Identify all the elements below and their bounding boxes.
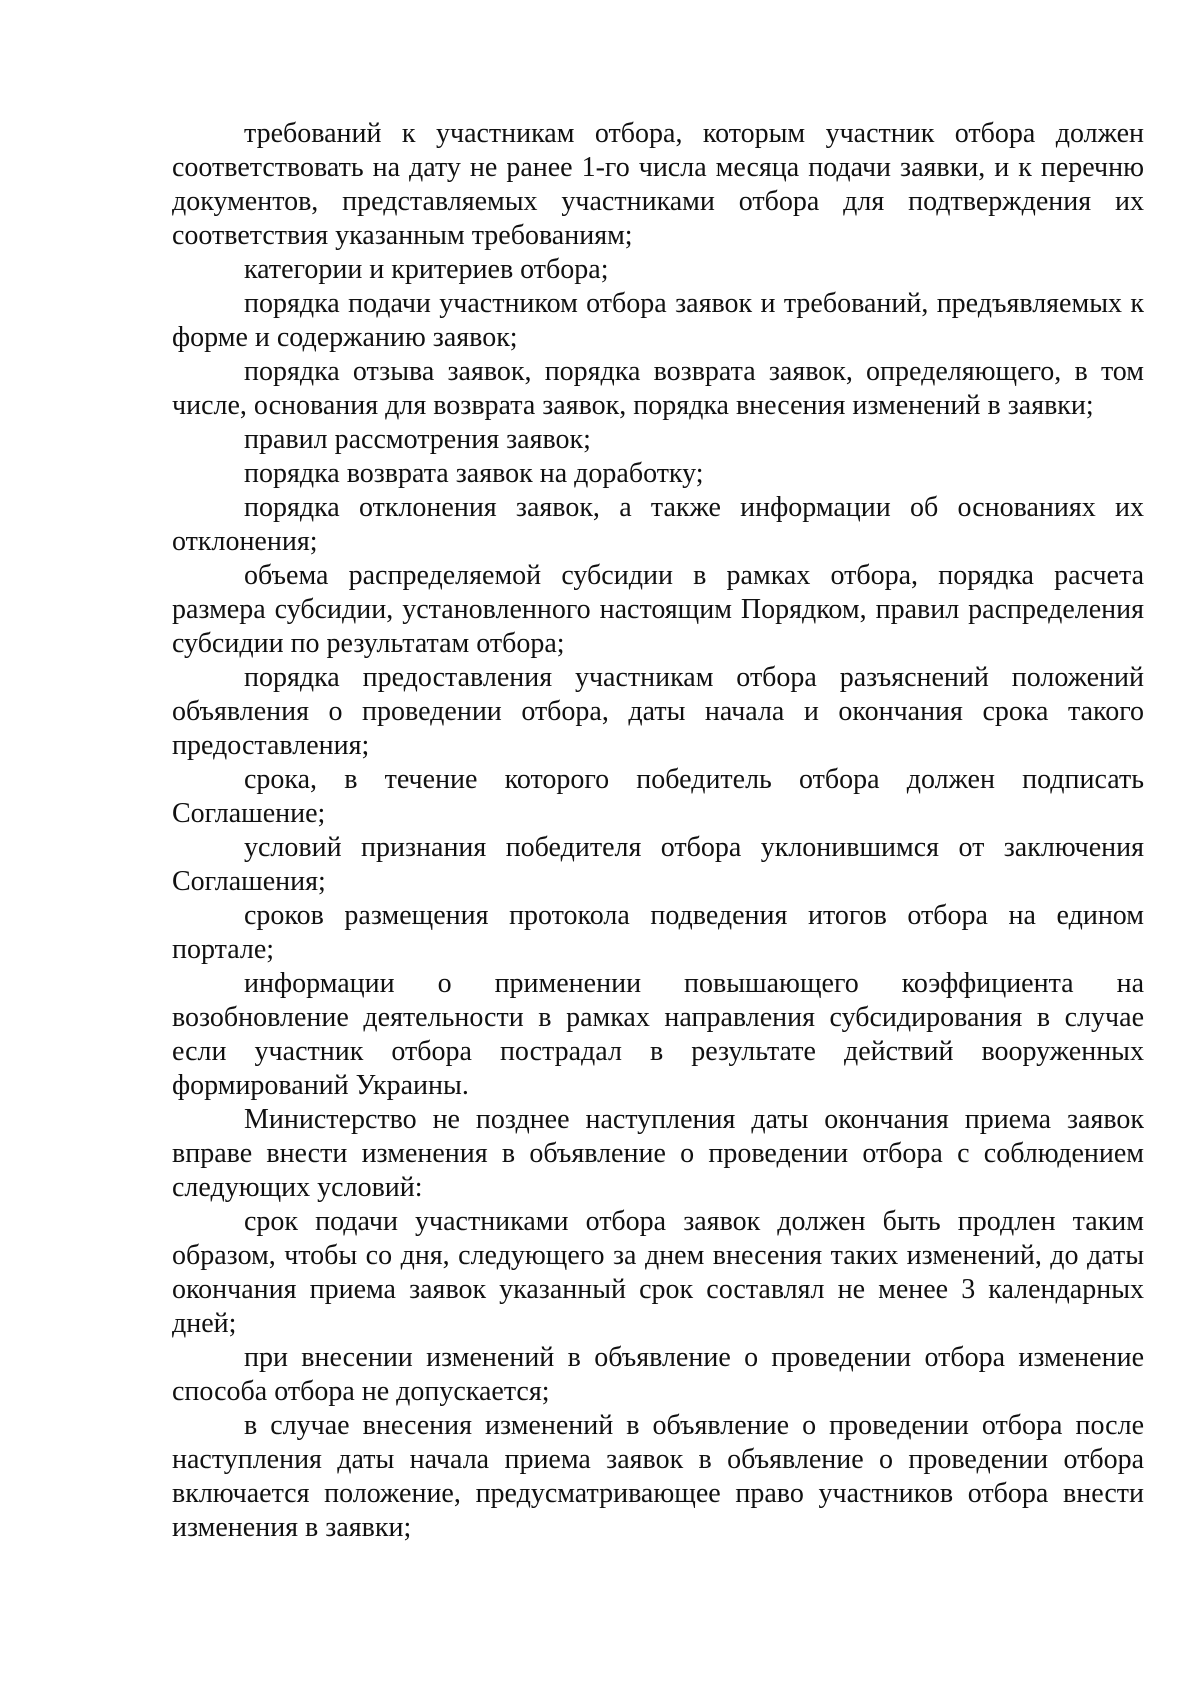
paragraph: порядка отклонения заявок, а также информации об основаниях их отклонения; [172, 492, 1144, 557]
document-page [172, 117, 1144, 1545]
paragraph: условий признания победителя отбора уклонившимся от заключения Соглашения; [172, 832, 1144, 897]
paragraph: Министерство не позднее наступления даты окончания приема заявок вправе внести изменения в объявление о проведении отбора с соблюдением следующих условий: [172, 1104, 1144, 1203]
paragraph: категории и критериев отбора; [244, 254, 609, 285]
paragraph: срок подачи участниками отбора заявок должен быть продлен таким образом, чтобы со дня, следующего за днем внесения таких изменений, до даты окончания приема заявок указанный срок составлял не менее 3 календарных дней; [172, 1206, 1144, 1339]
paragraph: порядка подачи участником отбора заявок и требований, предъявляемых к форме и содержанию заявок; [172, 288, 1144, 353]
paragraph: порядка отзыва заявок, порядка возврата заявок, определяющего, в том числе, основания для возврата заявок, порядка внесения изменений в заявки; [172, 356, 1144, 421]
paragraph: порядка возврата заявок на доработку; [244, 458, 704, 489]
paragraph: требований к участникам отбора, которым участник отбора должен соответствовать на дату не ранее 1-го числа месяца подачи заявки, и к перечню документов, представляемых участниками отбора для подтверждения их соответствия указанным требованиям; [172, 118, 1144, 251]
paragraph: срока, в течение которого победитель отбора должен подписать Соглашение; [172, 764, 1144, 829]
paragraph: сроков размещения протокола подведения итогов отбора на едином портале; [172, 900, 1144, 965]
paragraph: порядка предоставления участникам отбора разъяснений положений объявления о проведении отбора, даты начала и окончания срока такого предоставления; [172, 662, 1144, 761]
paragraph: правил рассмотрения заявок; [244, 424, 591, 455]
paragraph: в случае внесения изменений в объявление о проведении отбора после наступления даты начала приема заявок в объявление о проведении отбора включается положение, предусматривающее право участников отбора внести изменения в заявки; [172, 1410, 1144, 1543]
paragraph: объема распределяемой субсидии в рамках отбора, порядка расчета размера субсидии, установленного настоящим Порядком, правил распределения субсидии по результатам отбора; [172, 560, 1144, 659]
paragraph: при внесении изменений в объявление о проведении отбора изменение способа отбора не допускается; [172, 1342, 1144, 1407]
paragraph: информации о применении повышающего коэффициента на возобновление деятельности в рамках направления субсидирования в случае если участник отбора пострадал в результате действий вооруженных формирований Украины. [172, 968, 1144, 1101]
